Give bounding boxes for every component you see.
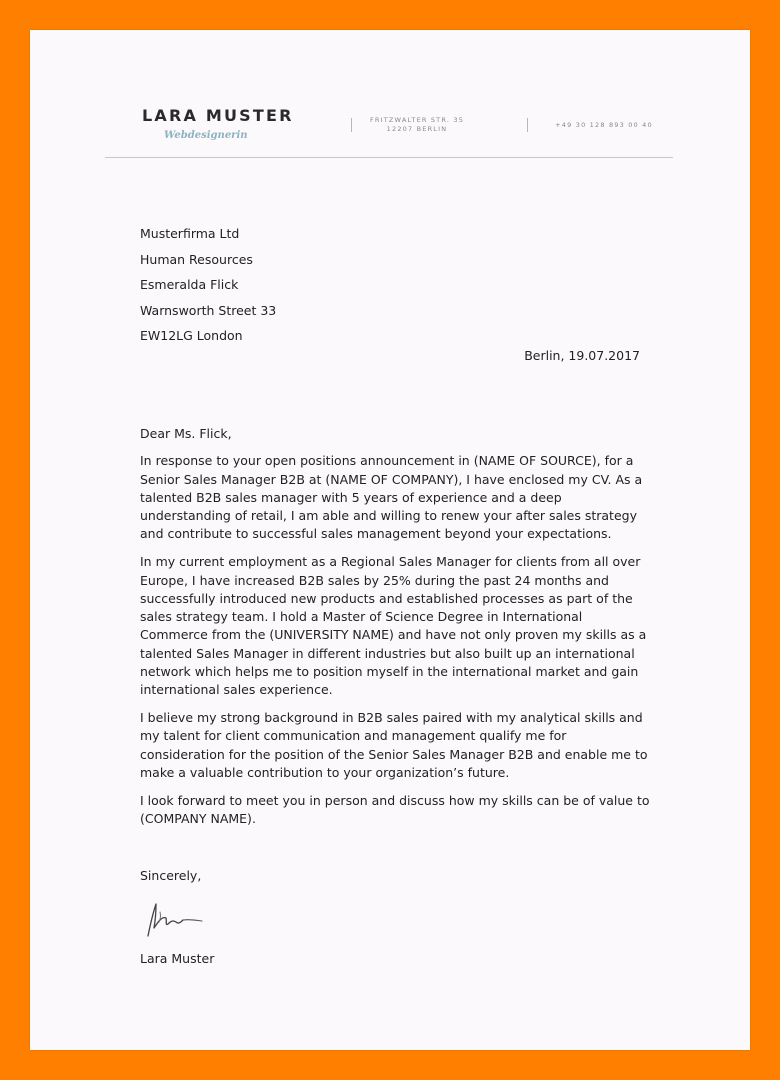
letter-date: Berlin, 19.07.2017	[524, 348, 640, 363]
recipient-line: EW12LG London	[140, 328, 243, 343]
letter-page	[30, 30, 750, 1050]
recipient-line: Esmeralda Flick	[140, 277, 239, 292]
signer-name: Lara Muster	[140, 951, 215, 966]
signature-icon	[140, 898, 210, 940]
body-paragraph: I look forward to meet you in person and discuss how my skills can be of value to (COMPANY NAME).	[140, 792, 650, 827]
sender-name: LARA MUSTER	[142, 106, 294, 125]
recipient-line: Warnsworth Street 33	[140, 302, 277, 318]
recipient-address	[140, 221, 276, 349]
recipient-line: Musterfirma Ltd	[140, 226, 240, 241]
sender-phone: +49 30 128 893 00 40	[555, 121, 653, 129]
recipient-line: Human Resources	[140, 251, 253, 267]
body-paragraph: In my current employment as a Regional Sales Manager for clients from all over Europe, I have increased B2B sales by 25% during the past 24 months and successfully introduced new products and established processes as part of the sales strategy team. I hold a Master of Science Degree in International Commerce from the (UNIVERSITY NAME) and have not only proven my skills as a talented Sales Manager in different industries but also built up an international network which helps me to position myself in the international market and gain international sales experience.	[140, 554, 647, 698]
sender-address	[347, 116, 487, 134]
body-paragraph: In response to your open positions announcement in (NAME OF SOURCE), for a Senior Sales Manager B2B at (NAME OF COMPANY), I have enclosed my CV. As a talented B2B sales manager with 5 years of experience and a deep understanding of retail, I am able and willing to renew your after sales strategy and contribute to successful sales management beyond your expectations.	[140, 453, 643, 542]
sender-role: Webdesignerin	[164, 130, 248, 141]
body-paragraph: I believe my strong background in B2B sales paired with my analytical skills and my talent for client communication and management qualify me for consideration for the position of the Senior Sales Manager B2B and enable me to make a valuable contribution to your organization’s future.	[140, 710, 648, 781]
letter-body	[140, 425, 650, 838]
address-line-2: 12207 BERLIN	[386, 125, 448, 133]
salutation: Dear Ms. Flick,	[140, 426, 232, 441]
closing: Sincerely,	[140, 868, 202, 883]
header-rule	[105, 157, 673, 158]
address-line-1: FRITZWALTER STR. 35	[369, 116, 465, 124]
